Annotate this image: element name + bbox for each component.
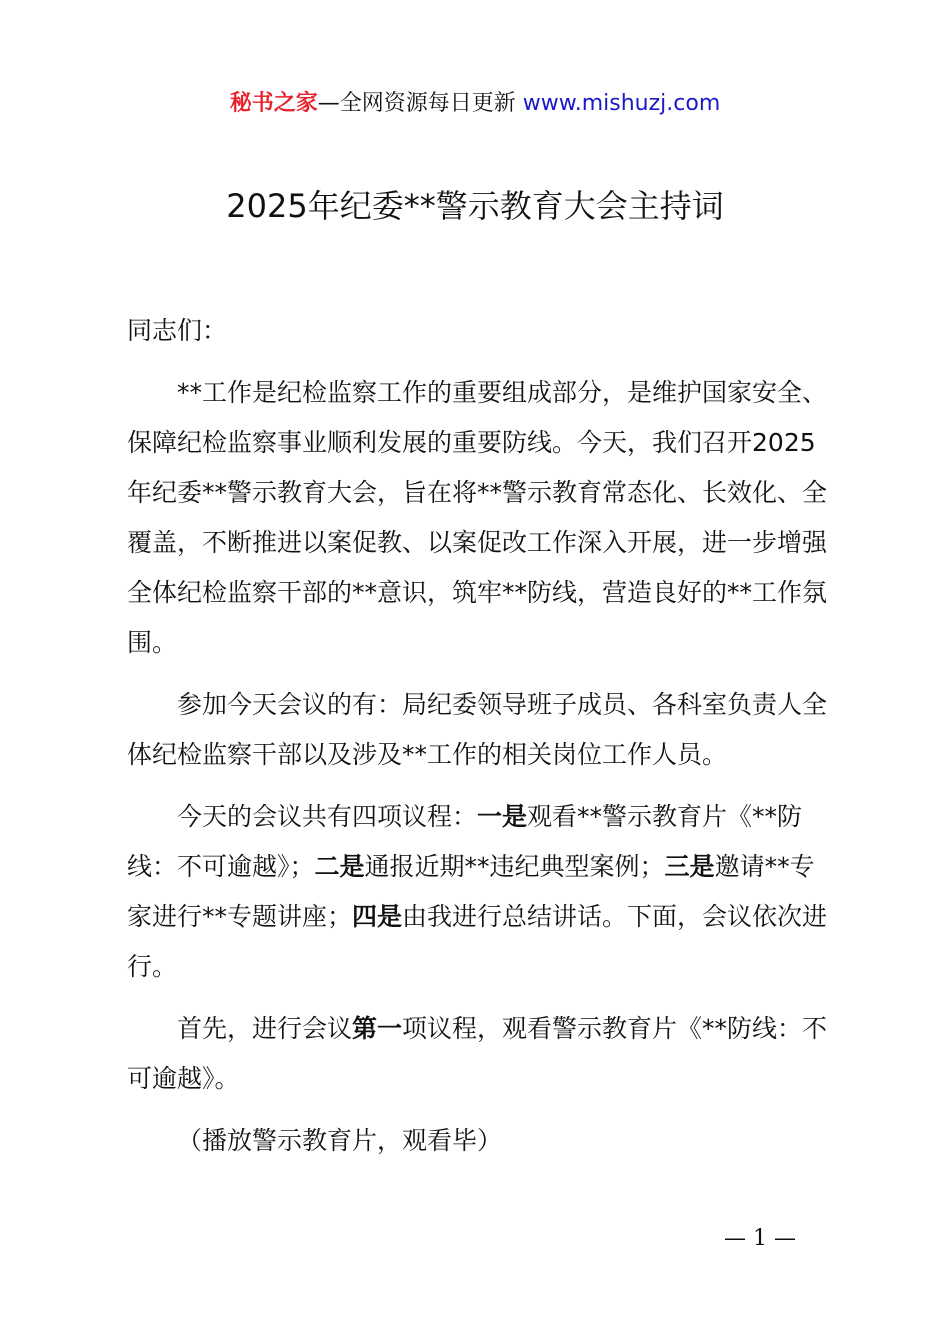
paragraph-attendees: 参加今天会议的有：局纪委领导班子成员、各科室负责人全体纪检监察干部以及涉及**工作的相关岗位工作人员。: [127, 690, 828, 769]
site-tagline: —全网资源每日更新: [317, 91, 516, 116]
agenda-item2-text: 通报近期**违纪典型案例；: [364, 852, 665, 881]
agenda-intro: 今天的会议共有四项议程：: [177, 802, 478, 831]
document-body: [127, 306, 835, 1178]
agenda-item1-label: 一是: [477, 802, 528, 831]
paragraph-stage-direction: （播放警示教育片，观看毕）: [177, 1126, 503, 1155]
agenda-item3-label: 三是: [664, 852, 715, 881]
paragraph-first-item: [127, 1004, 835, 1104]
agenda-item3-text: 邀请**专家进行**专题讲座；: [127, 852, 815, 931]
first-item-bold: 第一: [352, 1014, 403, 1043]
document-title: 2025年纪委**警示教育大会主持词: [226, 187, 724, 225]
agenda-item1-text: 观看**警示教育片《**防线：不可逾越》；: [127, 802, 803, 881]
paragraph-agenda: [127, 792, 835, 992]
agenda-item2-label: 二是: [314, 852, 365, 881]
site-header: [0, 88, 950, 120]
paragraph-purpose: **工作是纪检监察工作的重要组成部分，是维护国家安全、保障纪检监察事业顺利发展的重要防线。今天，我们召开2025年纪委**警示教育大会，旨在将**警示教育常态化、长效化、全覆盖，不断推进以案促教、以案促改工作深入开展，进一步增强全体纪检监察干部的**意识，筑牢**防线，营造良好的**工作氛围。: [127, 378, 828, 657]
agenda-item4-text: 由我进行总结讲话。下面，会议依次进行。: [127, 902, 828, 981]
agenda-item4-label: 四是: [352, 902, 403, 931]
site-brand: 秘书之家: [229, 91, 318, 116]
page-number: — 1 —: [724, 1226, 796, 1251]
site-url-link[interactable]: www.mishuzj.com: [522, 91, 721, 116]
first-item-after: 项议程，观看警示教育片《**防线：不可逾越》。: [127, 1014, 828, 1093]
first-item-before: 首先，进行会议: [177, 1014, 353, 1043]
salutation: 同志们：: [127, 316, 228, 345]
